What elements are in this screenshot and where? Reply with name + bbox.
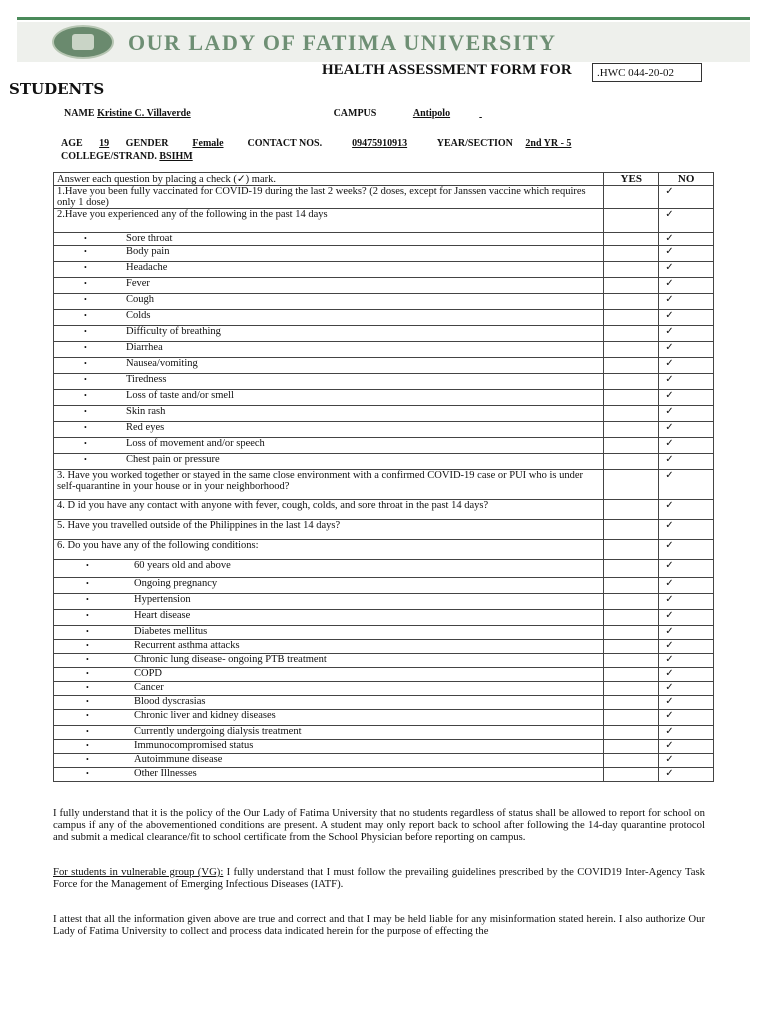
question-row: [54, 454, 714, 470]
question-row: [54, 262, 714, 278]
check-mark-icon: ✓: [665, 682, 674, 693]
table-header-row: [54, 173, 714, 186]
yes-checkbox[interactable]: [604, 233, 659, 246]
name-line: NAME Kristine C. Villaverde CAMPUS Antipolo: [64, 108, 547, 119]
check-mark-icon: ✓: [665, 438, 674, 449]
question-text: • COPD: [54, 668, 604, 682]
question-text: • Difficulty of breathing: [54, 326, 604, 342]
no-checkbox[interactable]: [659, 470, 714, 500]
bullet-icon: •: [84, 311, 87, 320]
yes-checkbox[interactable]: [604, 454, 659, 470]
check-mark-icon: ✓: [665, 374, 674, 385]
check-mark-icon: ✓: [665, 520, 674, 531]
no-checkbox[interactable]: [659, 696, 714, 710]
question-row: [54, 654, 714, 668]
yes-checkbox[interactable]: [604, 438, 659, 454]
question-text: • 60 years old and above: [54, 560, 604, 578]
question-text: • Ongoing pregnancy: [54, 578, 604, 594]
check-mark-icon: ✓: [665, 696, 674, 707]
yes-checkbox[interactable]: [604, 390, 659, 406]
check-mark-icon: ✓: [665, 768, 674, 779]
question-row: [54, 560, 714, 578]
yes-header: YES: [604, 173, 659, 186]
no-checkbox[interactable]: [659, 342, 714, 358]
check-mark-icon: ✓: [665, 500, 674, 511]
yes-checkbox[interactable]: [604, 294, 659, 310]
question-row: [54, 696, 714, 710]
yes-checkbox[interactable]: [604, 209, 659, 233]
no-checkbox[interactable]: [659, 520, 714, 540]
question-text: • Tiredness: [54, 374, 604, 390]
question-text: • Cancer: [54, 682, 604, 696]
bullet-icon: •: [86, 727, 89, 736]
bullet-icon: •: [84, 343, 87, 352]
no-checkbox[interactable]: [659, 233, 714, 246]
check-mark-icon: ✓: [665, 540, 674, 551]
bullet-icon: •: [86, 711, 89, 720]
check-mark-icon: ✓: [665, 654, 674, 665]
yes-checkbox[interactable]: [604, 578, 659, 594]
no-checkbox[interactable]: [659, 754, 714, 768]
bullet-icon: •: [86, 769, 89, 778]
question-row: [54, 610, 714, 626]
yes-checkbox[interactable]: [604, 246, 659, 262]
bullet-icon: •: [84, 391, 87, 400]
yes-checkbox[interactable]: [604, 626, 659, 640]
college-value: BSIHM: [159, 151, 193, 162]
check-mark-icon: ✓: [665, 740, 674, 751]
no-checkbox[interactable]: [659, 374, 714, 390]
question-row: [54, 246, 714, 262]
yes-checkbox[interactable]: [604, 278, 659, 294]
question-text: • Recurrent asthma attacks: [54, 640, 604, 654]
bullet-icon: •: [86, 595, 89, 604]
bullet-icon: •: [84, 234, 87, 243]
yes-checkbox[interactable]: [604, 740, 659, 754]
form-code: .HWC 044-20-02: [592, 63, 702, 82]
yes-checkbox[interactable]: [604, 668, 659, 682]
no-checkbox[interactable]: [659, 406, 714, 422]
yes-checkbox[interactable]: [604, 374, 659, 390]
no-checkbox[interactable]: [659, 294, 714, 310]
no-checkbox[interactable]: [659, 768, 714, 782]
question-row: [54, 374, 714, 390]
bullet-icon: •: [84, 359, 87, 368]
name-value: Kristine C. Villaverde: [97, 108, 191, 119]
question-row: [54, 186, 714, 209]
check-mark-icon: ✓: [665, 668, 674, 679]
yes-checkbox[interactable]: [604, 594, 659, 610]
bullet-icon: •: [84, 247, 87, 256]
no-checkbox[interactable]: [659, 668, 714, 682]
yes-checkbox[interactable]: [604, 422, 659, 438]
yes-checkbox[interactable]: [604, 262, 659, 278]
no-checkbox[interactable]: [659, 540, 714, 560]
bullet-icon: •: [84, 295, 87, 304]
yes-checkbox[interactable]: [604, 342, 659, 358]
bullet-icon: •: [86, 755, 89, 764]
question-row: [54, 768, 714, 782]
bullet-icon: •: [84, 263, 87, 272]
bullet-icon: •: [86, 741, 89, 750]
no-checkbox[interactable]: [659, 594, 714, 610]
question-row: [54, 406, 714, 422]
check-mark-icon: ✓: [665, 278, 674, 289]
question-row: [54, 326, 714, 342]
no-checkbox[interactable]: [659, 326, 714, 342]
gender-value: Female: [192, 138, 224, 149]
no-checkbox[interactable]: [659, 186, 714, 209]
yes-checkbox[interactable]: [604, 768, 659, 782]
bullet-icon: •: [86, 683, 89, 692]
age-value: 19: [99, 138, 110, 149]
check-mark-icon: ✓: [665, 578, 674, 589]
form-audience: STUDENTS: [9, 80, 105, 98]
question-row: [54, 594, 714, 610]
check-mark-icon: ✓: [665, 262, 674, 273]
question-text: • Nausea/vomiting: [54, 358, 604, 374]
question-row: [54, 294, 714, 310]
yes-checkbox[interactable]: [604, 470, 659, 500]
question-text: • Cough: [54, 294, 604, 310]
question-text: • Loss of taste and/or smell: [54, 390, 604, 406]
campus-value: Antipolo: [412, 108, 451, 119]
question-row: [54, 438, 714, 454]
question-row: [54, 310, 714, 326]
bullet-icon: •: [86, 669, 89, 678]
question-text: 1.Have you been fully vaccinated for COVID-19 during the last 2 weeks? (2 doses, except for Janssen vaccine which requires only 1 dose): [54, 186, 604, 209]
no-checkbox[interactable]: [659, 246, 714, 262]
question-text: • Chronic liver and kidney diseases: [54, 710, 604, 726]
yes-checkbox[interactable]: [604, 610, 659, 626]
question-row: [54, 390, 714, 406]
no-checkbox[interactable]: [659, 726, 714, 740]
question-text: • Colds: [54, 310, 604, 326]
check-mark-icon: ✓: [665, 310, 674, 321]
no-checkbox[interactable]: [659, 560, 714, 578]
bullet-icon: •: [86, 611, 89, 620]
yes-checkbox[interactable]: [604, 560, 659, 578]
no-checkbox[interactable]: [659, 209, 714, 233]
instruction-cell: Answer each question by placing a check (✓) mark.: [54, 173, 604, 186]
question-text: • Diarrhea: [54, 342, 604, 358]
check-mark-icon: ✓: [665, 626, 674, 637]
question-row: [54, 422, 714, 438]
question-text: • Chest pain or pressure: [54, 454, 604, 470]
top-rule: [17, 17, 750, 20]
no-checkbox[interactable]: [659, 654, 714, 668]
yes-checkbox[interactable]: [604, 654, 659, 668]
bullet-icon: •: [84, 439, 87, 448]
question-text: • Body pain: [54, 246, 604, 262]
health-questionnaire-table: [53, 172, 714, 782]
question-row: [54, 540, 714, 560]
no-checkbox[interactable]: [659, 682, 714, 696]
question-text: • Blood dyscrasias: [54, 696, 604, 710]
yes-checkbox[interactable]: [604, 726, 659, 740]
check-mark-icon: ✓: [665, 640, 674, 651]
question-row: [54, 726, 714, 740]
yes-checkbox[interactable]: [604, 520, 659, 540]
bullet-icon: •: [86, 627, 89, 636]
question-text: • Diabetes mellitus: [54, 626, 604, 640]
question-text: • Heart disease: [54, 610, 604, 626]
question-row: [54, 278, 714, 294]
bullet-icon: •: [86, 655, 89, 664]
bullet-icon: •: [86, 579, 89, 588]
check-mark-icon: ✓: [665, 406, 674, 417]
yes-checkbox[interactable]: [604, 310, 659, 326]
yes-checkbox[interactable]: [604, 754, 659, 768]
no-checkbox[interactable]: [659, 710, 714, 726]
year-value: 2nd YR - 5: [525, 138, 572, 149]
no-checkbox[interactable]: [659, 278, 714, 294]
question-text: • Currently undergoing dialysis treatment: [54, 726, 604, 740]
check-mark-icon: ✓: [665, 326, 674, 337]
yes-checkbox[interactable]: [604, 540, 659, 560]
university-name: OUR LADY OF FATIMA UNIVERSITY: [128, 30, 557, 55]
question-row: [54, 668, 714, 682]
question-text: • Autoimmune disease: [54, 754, 604, 768]
no-checkbox[interactable]: [659, 358, 714, 374]
question-row: [54, 470, 714, 500]
check-mark-icon: ✓: [665, 560, 674, 571]
question-text: • Red eyes: [54, 422, 604, 438]
yes-checkbox[interactable]: [604, 640, 659, 654]
yes-checkbox[interactable]: [604, 500, 659, 520]
check-mark-icon: ✓: [665, 594, 674, 605]
question-row: [54, 500, 714, 520]
yes-checkbox[interactable]: [604, 682, 659, 696]
question-text: • Headache: [54, 262, 604, 278]
no-checkbox[interactable]: [659, 310, 714, 326]
question-row: [54, 740, 714, 754]
check-mark-icon: ✓: [665, 390, 674, 401]
university-seal-icon: [52, 25, 114, 59]
question-text: 6. Do you have any of the following conditions:: [54, 540, 604, 560]
no-checkbox[interactable]: [659, 640, 714, 654]
question-row: [54, 754, 714, 768]
attestation-statement: I attest that all the information given above are true and correct and that I may be held liable for any misinformation stated herein. I also authorize Our Lady of Fatima University to collect and process data indicated herein for the purpose of effecting the: [53, 913, 705, 937]
question-text: • Hypertension: [54, 594, 604, 610]
check-mark-icon: ✓: [665, 358, 674, 369]
question-text: 2.Have you experienced any of the following in the past 14 days: [54, 209, 604, 233]
bullet-icon: •: [84, 375, 87, 384]
bullet-icon: •: [84, 407, 87, 416]
question-text: • Immunocompromised status: [54, 740, 604, 754]
yes-checkbox[interactable]: [604, 326, 659, 342]
no-checkbox[interactable]: [659, 438, 714, 454]
no-checkbox[interactable]: [659, 610, 714, 626]
question-text: • Chronic lung disease- ongoing PTB treatment: [54, 654, 604, 668]
bullet-icon: •: [84, 327, 87, 336]
check-mark-icon: ✓: [665, 294, 674, 305]
no-checkbox[interactable]: [659, 262, 714, 278]
check-mark-icon: ✓: [665, 422, 674, 433]
question-text: • Fever: [54, 278, 604, 294]
yes-checkbox[interactable]: [604, 186, 659, 209]
check-mark-icon: ✓: [665, 710, 674, 721]
bullet-icon: •: [86, 641, 89, 650]
check-mark-icon: ✓: [665, 246, 674, 257]
check-mark-icon: ✓: [665, 233, 674, 244]
form-title: HEALTH ASSESSMENT FORM FOR: [322, 62, 572, 78]
bullet-icon: •: [86, 697, 89, 706]
question-text: • Loss of movement and/or speech: [54, 438, 604, 454]
yes-checkbox[interactable]: [604, 358, 659, 374]
question-text: • Other Illnesses: [54, 768, 604, 782]
check-mark-icon: ✓: [665, 754, 674, 765]
question-row: [54, 578, 714, 594]
bullet-icon: •: [86, 561, 89, 570]
yes-checkbox[interactable]: [604, 710, 659, 726]
no-header: NO: [659, 173, 714, 186]
check-mark-icon: ✓: [665, 726, 674, 737]
policy-statement: I fully understand that it is the policy of the Our Lady of Fatima University that no students regardless of status shall be allowed to report for school on campus if any of the abovementioned conditions are present. A student may only report back to school after following the 14-day quarantine protocol and submit a medical clearance/fit to school certificate from the School Physician before reporting on campus.: [53, 807, 705, 843]
no-checkbox[interactable]: [659, 740, 714, 754]
no-checkbox[interactable]: [659, 578, 714, 594]
check-mark-icon: ✓: [665, 342, 674, 353]
vulnerable-group-statement: For students in vulnerable group (VG): I fully understand that I must follow the prevailing guidelines prescribed by the COVID19 Inter-Agency Task Force for the Management of Emerging Infectious Diseases (IATF).: [53, 866, 705, 890]
question-row: [54, 520, 714, 540]
question-row: [54, 626, 714, 640]
question-row: [54, 233, 714, 246]
question-row: [54, 209, 714, 233]
no-checkbox[interactable]: [659, 422, 714, 438]
no-checkbox[interactable]: [659, 454, 714, 470]
question-text: • Sore throat: [54, 233, 604, 246]
question-row: [54, 682, 714, 696]
bullet-icon: •: [84, 279, 87, 288]
question-text: • Skin rash: [54, 406, 604, 422]
question-row: [54, 358, 714, 374]
question-row: [54, 710, 714, 726]
bullet-icon: •: [84, 423, 87, 432]
no-checkbox[interactable]: [659, 626, 714, 640]
contact-value: 09475910913: [352, 138, 408, 149]
college-line: COLLEGE/STRAND. BSIHM: [61, 151, 677, 162]
question-row: [54, 640, 714, 654]
yes-checkbox[interactable]: [604, 696, 659, 710]
question-text: 3. Have you worked together or stayed in the same close environment with a confirmed COVID-19 case or PUI who is under self-quarantine in your house or in your neighborhood?: [54, 470, 604, 500]
question-row: [54, 342, 714, 358]
check-mark-icon: ✓: [665, 186, 674, 197]
check-mark-icon: ✓: [665, 470, 674, 481]
bullet-icon: •: [84, 455, 87, 464]
check-mark-icon: ✓: [665, 610, 674, 621]
check-mark-icon: ✓: [665, 209, 674, 220]
yes-checkbox[interactable]: [604, 406, 659, 422]
check-mark-icon: ✓: [665, 454, 674, 465]
question-text: 4. D id you have any contact with anyone with fever, cough, colds, and sore throat in the past 14 days?: [54, 500, 604, 520]
no-checkbox[interactable]: [659, 390, 714, 406]
no-checkbox[interactable]: [659, 500, 714, 520]
question-text: 5. Have you travelled outside of the Philippines in the last 14 days?: [54, 520, 604, 540]
age-line: AGE 19 GENDER Female CONTACT NOS. 09475910913 YEAR/SECTION 2nd YR - 5: [61, 138, 581, 149]
